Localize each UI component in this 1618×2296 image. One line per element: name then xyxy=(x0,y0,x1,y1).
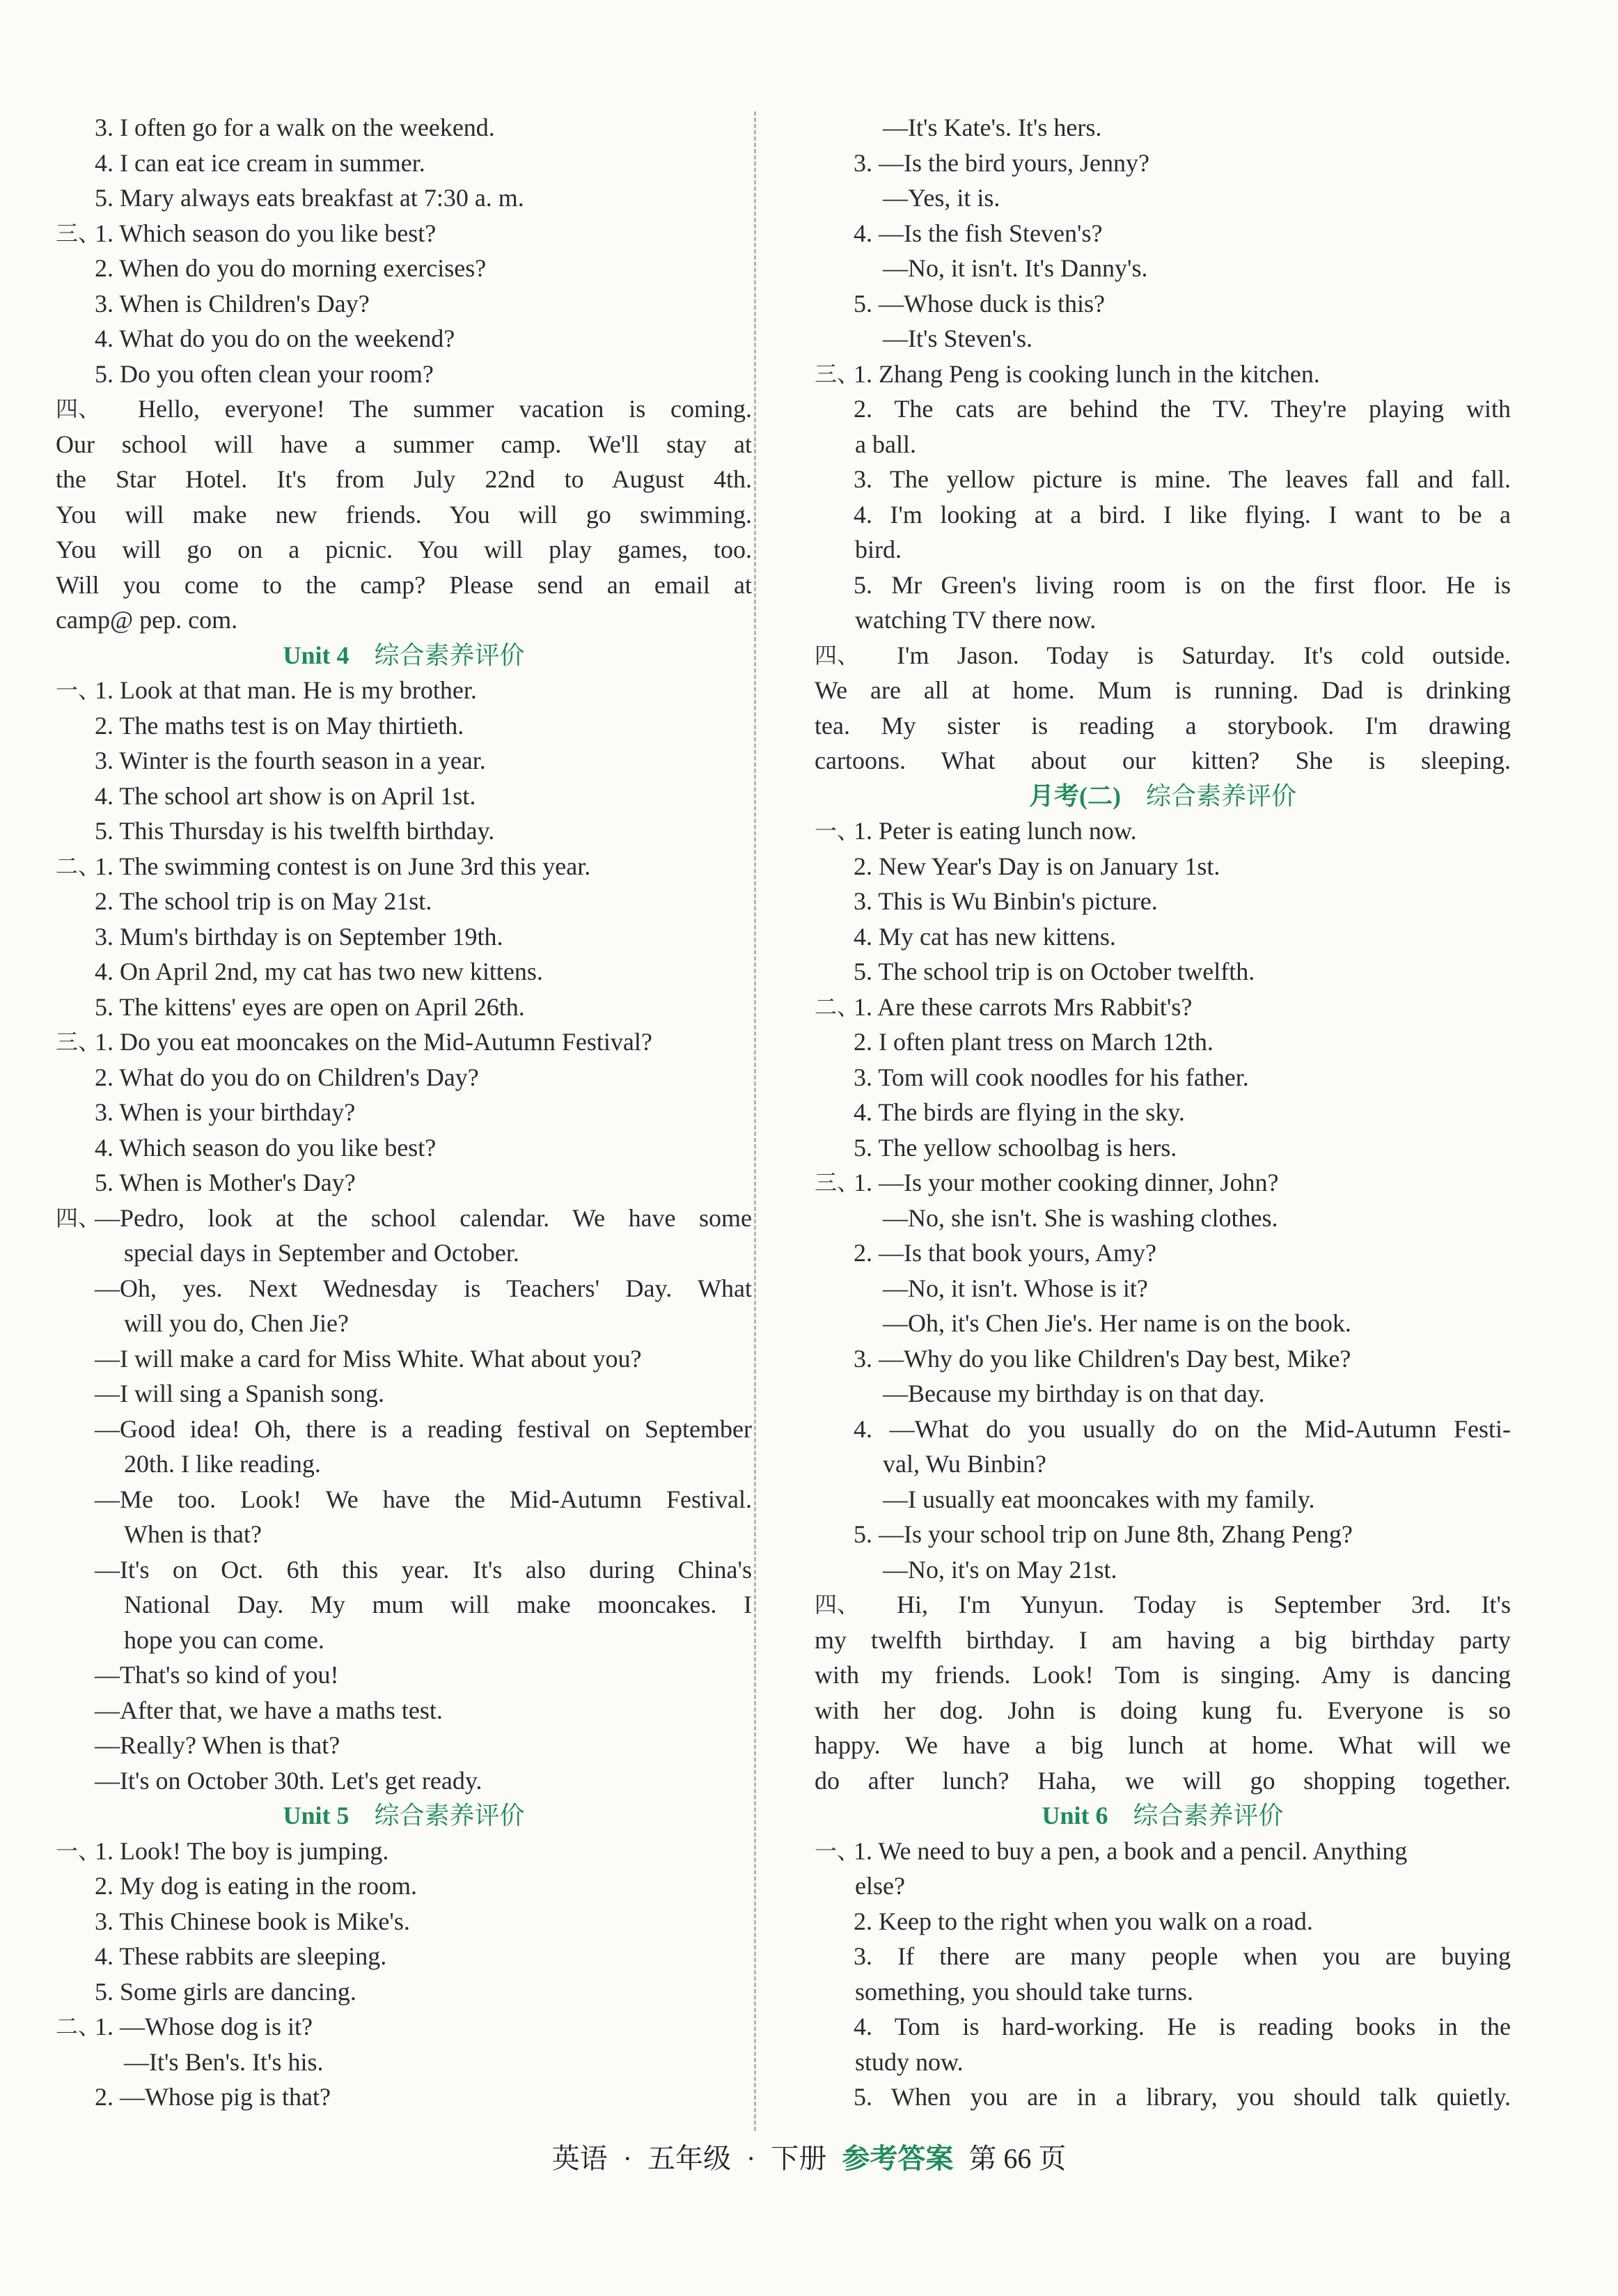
answer-text: 4. —Is the fish Steven's? xyxy=(854,219,1103,247)
answer-text: 20th. I like reading. xyxy=(124,1450,321,1478)
answer-line xyxy=(56,743,752,779)
answer-line xyxy=(815,602,1511,638)
answer-text: 3. Tom will cook noodles for his father. xyxy=(854,1063,1249,1091)
answer-text: 2. —Is that book yours, Amy? xyxy=(854,1239,1156,1267)
answer-line xyxy=(815,1165,1511,1201)
answer-line xyxy=(815,1728,1511,1763)
answer-line xyxy=(815,146,1511,181)
answer-text: 5. The school trip is on October twelfth. xyxy=(854,958,1255,985)
answer-line xyxy=(815,1306,1511,1341)
answer-line xyxy=(56,1482,752,1517)
heading-unit: Unit 4 xyxy=(283,641,349,669)
answer-line xyxy=(56,1095,752,1130)
footer-term: 下册 xyxy=(771,2143,827,2174)
answer-line xyxy=(56,884,752,919)
answer-text: 2. What do you do on Children's Day? xyxy=(95,1063,479,1091)
answer-line xyxy=(56,1341,752,1377)
answer-text: 2. Keep to the right when you walk on a road. xyxy=(854,1907,1313,1935)
answer-line xyxy=(56,427,752,462)
answer-line xyxy=(815,673,1511,708)
answer-text: 1. Look! The boy is jumping. xyxy=(95,1836,389,1865)
heading-unit: 月考(二) xyxy=(1029,781,1121,810)
answer-text: 2. The cats are behind the TV. They're playing with xyxy=(854,395,1511,423)
answer-line xyxy=(815,1482,1511,1517)
answer-text: Hi, I'm Yunyun. Today is September 3rd. It's xyxy=(897,1591,1511,1618)
answer-text: —Yes, it is. xyxy=(883,184,1000,212)
answer-line xyxy=(56,990,752,1025)
answer-line xyxy=(815,532,1511,568)
answer-line xyxy=(815,708,1511,744)
answer-line xyxy=(815,1693,1511,1728)
answer-text: my twelfth birthday. I am having a big birthday party xyxy=(815,1625,1511,1654)
answer-line xyxy=(815,1376,1511,1412)
question-marker: 四、 xyxy=(56,396,101,422)
answer-line xyxy=(815,1623,1511,1658)
answer-line xyxy=(56,1763,752,1799)
right-column xyxy=(815,110,1511,2115)
answer-text: 4. Tom is hard-working. He is reading books in the xyxy=(854,2013,1511,2040)
answer-line xyxy=(815,1587,1511,1623)
answer-line xyxy=(56,1974,752,2010)
heading-label: 综合素养评价 xyxy=(1145,781,1296,811)
answer-line xyxy=(56,216,752,251)
answer-line xyxy=(56,1552,752,1588)
footer-answers-label: 参考答案 xyxy=(842,2143,954,2174)
answer-text: 5. Some girls are dancing. xyxy=(95,1977,356,2006)
answer-line xyxy=(815,1024,1511,1060)
answer-text: —No, it's on May 21st. xyxy=(883,1555,1117,1584)
answer-text: 1. Do you eat mooncakes on the Mid-Autumn Festival? xyxy=(95,1028,652,1056)
answer-line xyxy=(56,1306,752,1341)
answer-text: 3. —Is the bird yours, Jenny? xyxy=(854,148,1149,177)
answer-line xyxy=(56,1271,752,1306)
question-marker: 一、 xyxy=(56,677,101,703)
answer-text: 4. Which season do you like best? xyxy=(95,1133,437,1162)
answer-line xyxy=(815,2009,1511,2045)
answer-line xyxy=(815,180,1511,216)
answer-text: —Oh, it's Chen Jie's. Her name is on the book. xyxy=(883,1309,1351,1337)
answer-text: —Really? When is that? xyxy=(95,1731,340,1759)
answer-text: —I usually eat mooncakes with my family. xyxy=(883,1485,1315,1513)
answer-text: —It's Steven's. xyxy=(883,325,1032,352)
answer-text: 3. When is Children's Day? xyxy=(95,289,370,318)
answer-text: 2. The maths test is on May thirtieth. xyxy=(95,711,464,740)
answer-line xyxy=(56,1446,752,1482)
answer-text: 1. Are these carrots Mrs Rabbit's? xyxy=(854,992,1193,1021)
answer-line xyxy=(815,1657,1511,1693)
answer-line xyxy=(815,1235,1511,1271)
answer-line xyxy=(56,532,752,568)
answer-line xyxy=(815,1974,1511,2010)
answer-line xyxy=(56,1412,752,1447)
answer-text: —I will make a card for Miss White. What about you? xyxy=(95,1344,642,1373)
answer-text: 4. I can eat ice cream in summer. xyxy=(95,148,425,177)
answer-text: something, you should take turns. xyxy=(855,1977,1193,2006)
question-marker: 三、 xyxy=(815,360,860,387)
answer-text: Our school will have a summer camp. We'll stay at xyxy=(56,430,752,458)
question-marker: 四、 xyxy=(815,641,860,669)
answer-text: camp@ pep. com. xyxy=(56,606,238,634)
answer-text: Hello, everyone! The summer vacation is coming. xyxy=(138,395,752,423)
answer-line xyxy=(56,1868,752,1904)
answer-text: We are all at home. Mum is running. Dad is drinking xyxy=(815,676,1511,704)
answer-line xyxy=(56,1130,752,1166)
answer-text: watching TV there now. xyxy=(855,606,1097,634)
answer-text: tea. My sister is reading a storybook. I'm drawing xyxy=(815,711,1511,740)
answer-line xyxy=(56,1939,752,1974)
answer-line xyxy=(56,1517,752,1552)
answer-text: —No, it isn't. It's Danny's. xyxy=(883,254,1148,282)
answer-text: —That's so kind of you! xyxy=(95,1661,339,1689)
answer-text: 3. If there are many people when you are buying xyxy=(854,1942,1511,1970)
question-marker: 一、 xyxy=(56,1837,101,1864)
answer-text: —I will sing a Spanish song. xyxy=(95,1380,385,1407)
answer-text: 1. Peter is eating lunch now. xyxy=(854,817,1137,845)
answer-line xyxy=(56,391,752,427)
answer-text: —It's on October 30th. Let's get ready. xyxy=(95,1766,482,1795)
answer-text: —Pedro, look at the school calendar. We have some xyxy=(95,1203,752,1232)
answer-line xyxy=(56,954,752,990)
answer-text: 3. Mum's birthday is on September 19th. xyxy=(95,922,503,951)
answer-text: 5. Mary always eats breakfast at 7:30 a. m. xyxy=(95,184,524,212)
answer-line xyxy=(815,497,1511,533)
answer-line xyxy=(815,954,1511,990)
answer-text: special days in September and October. xyxy=(124,1239,519,1267)
answer-text: —Because my birthday is on that day. xyxy=(883,1380,1265,1407)
answer-text: —It's on Oct. 6th this year. It's also during China's xyxy=(95,1555,752,1584)
answer-text: 2. When do you do morning exercises? xyxy=(95,254,487,282)
answer-text: —No, she isn't. She is washing clothes. xyxy=(883,1203,1278,1232)
left-column xyxy=(56,110,752,2115)
answer-line xyxy=(56,849,752,884)
answer-text: 1. Which season do you like best? xyxy=(95,219,437,247)
answer-line xyxy=(56,180,752,216)
question-marker: 二、 xyxy=(56,2013,101,2040)
answer-line xyxy=(815,216,1511,251)
answer-line xyxy=(815,110,1511,146)
answer-line xyxy=(815,1060,1511,1095)
answer-line xyxy=(815,321,1511,357)
heading-label: 综合素养评价 xyxy=(374,641,525,670)
answer-text: 5. —Is your school trip on June 8th, Zhang Peng? xyxy=(854,1520,1353,1548)
question-marker: 四、 xyxy=(815,1591,860,1618)
question-marker: 三、 xyxy=(56,1029,101,1055)
answer-line xyxy=(815,743,1511,779)
footer-dot: · xyxy=(622,2143,632,2174)
answer-text: happy. We have a big lunch at home. What will we xyxy=(815,1731,1511,1759)
answer-line xyxy=(815,1552,1511,1588)
question-marker: 三、 xyxy=(56,219,101,247)
answer-text: 4. On April 2nd, my cat has two new kittens. xyxy=(95,958,543,985)
section-heading xyxy=(815,779,1511,814)
answer-text: You will make new friends. You will go swimming. xyxy=(56,500,752,529)
answer-line xyxy=(56,602,752,638)
question-marker: 三、 xyxy=(815,1169,860,1196)
answer-text: 3. I often go for a walk on the weekend. xyxy=(95,114,495,141)
answer-line xyxy=(56,1693,752,1728)
answer-line xyxy=(815,1763,1511,1799)
answer-line xyxy=(56,1235,752,1271)
answer-text: 5. When you are in a library, you should talk quietly. xyxy=(854,2083,1511,2111)
answer-text: 4. I'm looking at a bird. I like flying. I want to be a xyxy=(854,500,1511,529)
answer-line xyxy=(815,1868,1511,1904)
answer-line xyxy=(815,391,1511,427)
answer-line xyxy=(56,568,752,603)
answer-line xyxy=(56,251,752,286)
answer-text: 1. Look at that man. He is my brother. xyxy=(95,676,477,704)
answer-line xyxy=(56,1728,752,1763)
answer-text: You will go on a picnic. You will play games, too. xyxy=(56,536,752,563)
footer-page-number: 第 66 页 xyxy=(968,2143,1067,2174)
answer-line xyxy=(815,849,1511,884)
answer-text: with my friends. Look! Tom is singing. Amy is dancing xyxy=(815,1661,1511,1689)
answer-text: 5. When is Mother's Day? xyxy=(95,1169,356,1196)
answer-line xyxy=(56,1165,752,1201)
answer-text: 4. My cat has new kittens. xyxy=(854,922,1116,951)
answer-line xyxy=(815,568,1511,603)
answer-line xyxy=(56,1201,752,1236)
answer-text: hope you can come. xyxy=(124,1625,324,1654)
answer-line xyxy=(56,1376,752,1412)
answer-line xyxy=(56,1904,752,1939)
answer-line xyxy=(815,638,1511,673)
answer-text: with her dog. John is doing kung fu. Everyone is so xyxy=(815,1696,1511,1724)
answer-line xyxy=(815,990,1511,1025)
answer-line xyxy=(815,1834,1511,1869)
answer-line xyxy=(815,1341,1511,1377)
answer-line xyxy=(815,462,1511,497)
question-marker: 二、 xyxy=(815,993,860,1020)
answer-text: 4. —What do you usually do on the Mid-Autumn Festi- xyxy=(854,1414,1511,1443)
answer-line xyxy=(56,779,752,814)
answer-text: When is that? xyxy=(124,1520,262,1548)
answer-text: 1. Zhang Peng is cooking lunch in the kitchen. xyxy=(854,359,1320,388)
answer-line xyxy=(56,1024,752,1060)
answer-line xyxy=(56,673,752,708)
answer-line xyxy=(815,884,1511,919)
answer-line xyxy=(815,427,1511,462)
question-marker: 一、 xyxy=(815,818,860,844)
answer-text: National Day. My mum will make mooncakes. I xyxy=(124,1591,752,1618)
answer-text: 5. —Whose duck is this? xyxy=(854,289,1105,318)
answer-text: 2. —Whose pig is that? xyxy=(95,2083,331,2111)
answer-text: 2. I often plant tress on March 12th. xyxy=(854,1028,1214,1056)
answer-line xyxy=(56,1587,752,1623)
answer-line xyxy=(815,1130,1511,1166)
answer-text: 4. These rabbits are sleeping. xyxy=(95,1942,387,1970)
section-heading xyxy=(56,638,752,673)
answer-line xyxy=(815,1412,1511,1447)
answer-text: 3. This Chinese book is Mike's. xyxy=(95,1907,410,1935)
answer-text: —Oh, yes. Next Wednesday is Teachers' Day. What xyxy=(95,1274,752,1302)
heading-label: 综合素养评价 xyxy=(374,1802,525,1830)
answer-text: study now. xyxy=(855,2047,964,2076)
answer-line xyxy=(56,357,752,392)
answer-line xyxy=(815,919,1511,955)
answer-text: cartoons. What about our kitten? She is sleeping. xyxy=(815,747,1511,774)
answer-line xyxy=(815,1517,1511,1552)
answer-line xyxy=(56,813,752,849)
answer-line xyxy=(815,2045,1511,2080)
answer-text: 1. —Whose dog is it? xyxy=(95,2013,313,2040)
answer-line xyxy=(56,462,752,497)
answer-line xyxy=(56,1834,752,1869)
column-divider xyxy=(754,111,756,2131)
answer-text: 4. The birds are flying in the sky. xyxy=(854,1098,1185,1126)
answer-line xyxy=(56,110,752,146)
answer-text: the Star Hotel. It's from July 22nd to August 4th. xyxy=(56,465,752,493)
answer-line xyxy=(815,1904,1511,1939)
heading-unit: Unit 5 xyxy=(283,1802,349,1829)
answer-line xyxy=(56,146,752,181)
answer-line xyxy=(56,2045,752,2080)
answer-text: bird. xyxy=(855,536,902,563)
answer-text: 4. What do you do on the weekend? xyxy=(95,325,455,352)
answer-text: 3. —Why do you like Children's Day best, Mike? xyxy=(854,1344,1351,1373)
answer-text: 5. Mr Green's living room is on the first floor. He is xyxy=(854,570,1511,599)
answer-text: 2. New Year's Day is on January 1st. xyxy=(854,852,1220,880)
answer-line xyxy=(815,2079,1511,2115)
answer-text: —Good idea! Oh, there is a reading festival on September xyxy=(95,1414,752,1443)
answer-text: 3. Winter is the fourth season in a year. xyxy=(95,747,486,774)
answer-line xyxy=(815,1095,1511,1130)
answer-text: 3. This is Wu Binbin's picture. xyxy=(854,887,1158,915)
answer-text: 2. The school trip is on May 21st. xyxy=(95,887,432,915)
answer-text: 3. When is your birthday? xyxy=(95,1098,356,1126)
answer-text: —Me too. Look! We have the Mid-Autumn Festival. xyxy=(95,1485,752,1513)
answer-text: 5. The kittens' eyes are open on April 26th. xyxy=(95,992,525,1021)
answer-text: val, Wu Binbin? xyxy=(883,1450,1046,1478)
answer-line xyxy=(815,813,1511,849)
answer-line xyxy=(56,1060,752,1095)
answer-line xyxy=(56,1623,752,1658)
answer-text: 1. We need to buy a pen, a book and a pencil. Anything xyxy=(854,1836,1408,1865)
heading-unit: Unit 6 xyxy=(1042,1802,1108,1829)
answer-line xyxy=(815,1201,1511,1236)
answer-text: 3. The yellow picture is mine. The leaves fall and fall. xyxy=(854,465,1511,493)
page-footer xyxy=(0,2137,1618,2176)
answer-text: —After that, we have a maths test. xyxy=(95,1696,443,1724)
answer-text: else? xyxy=(855,1872,905,1900)
answer-text: will you do, Chen Jie? xyxy=(124,1309,349,1337)
answer-line xyxy=(56,2009,752,2045)
answer-line xyxy=(56,497,752,533)
answer-text: 4. The school art show is on April 1st. xyxy=(95,781,476,810)
heading-label: 综合素养评价 xyxy=(1133,1802,1284,1830)
answer-text: a ball. xyxy=(855,430,916,458)
answer-line xyxy=(56,1657,752,1693)
answer-line xyxy=(56,2079,752,2115)
question-marker: 二、 xyxy=(56,852,101,880)
answer-line xyxy=(56,321,752,357)
section-heading xyxy=(815,1798,1511,1834)
answer-text: —It's Kate's. It's hers. xyxy=(883,114,1102,141)
answer-line xyxy=(815,1939,1511,1974)
footer-grade: 五年级 xyxy=(647,2143,731,2174)
answer-line xyxy=(56,708,752,744)
answer-text: 5. Do you often clean your room? xyxy=(95,359,434,388)
answer-line xyxy=(815,286,1511,322)
section-heading xyxy=(56,1798,752,1834)
answer-text: Will you come to the camp? Please send an email at xyxy=(56,570,752,599)
question-marker: 一、 xyxy=(815,1837,860,1864)
footer-dot: · xyxy=(746,2143,756,2174)
footer-subject: 英语 xyxy=(551,2143,608,2174)
answer-text: do after lunch? Haha, we will go shopping together. xyxy=(815,1766,1511,1795)
answer-text: 1. The swimming contest is on June 3rd this year. xyxy=(95,852,591,880)
answer-text: 5. This Thursday is his twelfth birthday. xyxy=(95,817,495,845)
answer-text: —It's Ben's. It's his. xyxy=(124,2047,324,2076)
answer-text: 5. The yellow schoolbag is hers. xyxy=(854,1133,1177,1162)
answer-text: I'm Jason. Today is Saturday. It's cold outside. xyxy=(897,641,1511,669)
question-marker: 四、 xyxy=(56,1204,101,1231)
answer-text: 2. My dog is eating in the room. xyxy=(95,1872,417,1900)
answer-text: —No, it isn't. Whose is it? xyxy=(883,1274,1148,1302)
answer-line xyxy=(815,357,1511,392)
answer-text: 1. —Is your mother cooking dinner, John? xyxy=(854,1169,1279,1196)
answer-line xyxy=(815,1271,1511,1306)
answer-line xyxy=(56,286,752,322)
answer-line xyxy=(815,1446,1511,1482)
answer-line xyxy=(56,919,752,955)
answer-line xyxy=(815,251,1511,286)
